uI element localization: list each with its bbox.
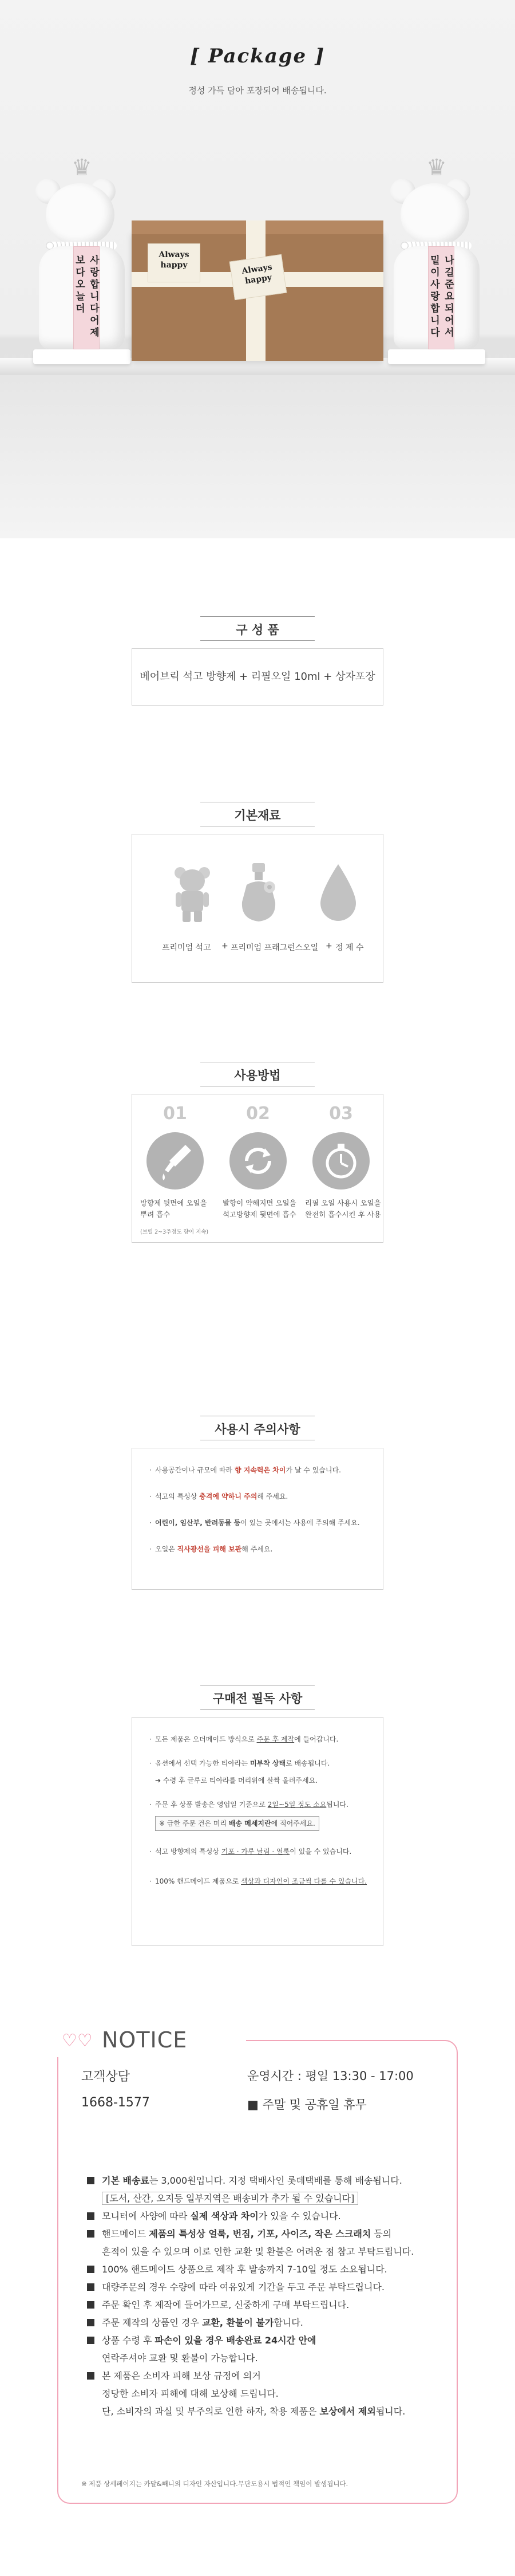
composition-title: 구 성 품 xyxy=(236,623,279,637)
urgent-order-box xyxy=(155,1816,319,1831)
notice-text: 핸드메이드 xyxy=(102,2228,149,2239)
notice-text: 됩니다. xyxy=(375,2406,406,2417)
notice-bold: 파손이 있을 경우 배송완료 24시간 안에 xyxy=(154,2335,316,2346)
caution-title: 사용시 주의사항 xyxy=(215,1423,300,1436)
composition-rule xyxy=(200,640,315,641)
notice-title: NOTICE xyxy=(102,2027,188,2053)
before-buy-text: 에 들어갑니다. xyxy=(294,1735,339,1743)
before-buy-item xyxy=(155,1734,367,1758)
before-buy-item xyxy=(155,1876,367,1893)
before-buy-underline: 기포 · 가루 날림 · 얼룩 xyxy=(221,1848,290,1856)
notice-bold: 보상에서 제외 xyxy=(319,2406,376,2417)
caution-highlight: 직사광선을 피해 보관 xyxy=(177,1545,242,1553)
before-buy-item xyxy=(155,1846,367,1876)
caution-box xyxy=(132,1448,383,1590)
stopwatch-icon xyxy=(312,1132,370,1189)
notice-item: 100% 핸드메이드 상품으로 제작 후 발송까지 7-10일 정도 소요됩니다. xyxy=(87,2260,442,2278)
step-1-line2: 뿌려 흡수 xyxy=(140,1210,171,1219)
before-buy-text: 로 배송됩니다. xyxy=(286,1759,330,1767)
caution-text: 이 있는 곳에서는 사용에 주의해 주세요. xyxy=(240,1519,360,1527)
caution-highlight: 어린이, 임산부, 반려동물 등 xyxy=(155,1519,241,1527)
notice-text: 상품 수령 후 xyxy=(102,2335,155,2346)
caution-text: 석고의 특성상 xyxy=(155,1492,200,1500)
plus-sign: + xyxy=(221,942,228,951)
notice-item: 주문 확인 후 제작에 들어가므로, 신중하게 구매 부탁드립니다. xyxy=(87,2296,442,2314)
usage-box xyxy=(132,1094,383,1243)
notice-bold: 교환, 환불이 불가 xyxy=(201,2317,274,2328)
before-buy-underline: 색상과 디자인이 조금씩 다를 수 있습니다. xyxy=(241,1877,367,1885)
holiday-notice: ■ 주말 및 공휴일 휴무 xyxy=(247,2098,367,2112)
step-3-line1: 리필 오일 사용시 오일을 xyxy=(305,1199,381,1207)
water-drop-icon xyxy=(318,863,358,923)
before-buy-list xyxy=(155,1734,367,1893)
notice-item xyxy=(87,2314,442,2331)
notice-item: 연락주셔야 교환 및 환불이 가능합니다. xyxy=(102,2353,258,2364)
notice-list xyxy=(87,2172,442,2420)
before-buy-subitem: ➔ 수령 후 글루로 티아라를 머리위에 살짝 올려주세요. xyxy=(155,1777,318,1785)
shelf-front xyxy=(0,375,515,538)
step-number: 02 xyxy=(246,1104,270,1124)
caution-text: 오일은 xyxy=(155,1545,177,1553)
composition-rule xyxy=(200,616,315,617)
before-buy-text: 이 있을 수 있습니다. xyxy=(290,1848,352,1856)
step-2-line1: 발향이 약해지면 오일을 xyxy=(223,1199,296,1207)
notice-panel xyxy=(57,2040,458,2504)
step-1-note: (브릴 2~3주정도 향이 지속) xyxy=(140,1229,209,1235)
notice-item xyxy=(87,2402,442,2420)
before-buy-box xyxy=(132,1717,383,1946)
right-sash-text: 나길준요되어서밑이사랑합니다 xyxy=(428,255,454,339)
before-buy-urgent xyxy=(155,1816,367,1846)
package-subtitle: 정성 가득 담아 포장되어 배송됩니다. xyxy=(188,85,327,96)
notice-item: 정당한 소비자 피해에 대해 보상해 드립니다. xyxy=(102,2388,279,2399)
step-number: 01 xyxy=(163,1104,187,1124)
before-buy-bold: 배송 메세지란 xyxy=(228,1819,271,1827)
notice-text: 합니다. xyxy=(274,2317,303,2328)
step-3-line2: 완전히 흡수시킨 후 사용 xyxy=(305,1210,381,1219)
before-buy-underline: 2일~5일 정도 소요 xyxy=(267,1801,327,1809)
step-1-line1: 방향제 뒷면에 오일을 xyxy=(140,1199,207,1207)
caution-item xyxy=(155,1464,360,1491)
notice-text: 모니터에 사양에 따라 xyxy=(102,2211,191,2221)
material-label-oil: 프리미엄 프래그런스오일 xyxy=(231,943,319,952)
caution-item xyxy=(155,1491,360,1517)
step-3-text xyxy=(305,1198,381,1220)
notice-item: 대량주문의 경우 수량에 따라 여유있게 기간을 두고 주문 부탁드립니다. xyxy=(87,2278,442,2296)
caution-text: 해 주세요. xyxy=(241,1545,273,1553)
before-buy-text: 석고 방향제의 특성상 xyxy=(155,1848,221,1856)
composition-box xyxy=(132,648,383,706)
materials-box xyxy=(132,834,383,983)
caution-item xyxy=(155,1517,360,1543)
notice-item xyxy=(87,2172,442,2189)
refresh-icon xyxy=(229,1132,287,1189)
left-sash xyxy=(73,246,100,349)
left-sash-text: 사랑합니다어제보다오늘더 xyxy=(73,255,99,339)
before-buy-text: 됩니다. xyxy=(326,1801,348,1809)
notice-header xyxy=(57,2027,246,2057)
caution-text: 가 날 수 있습니다. xyxy=(286,1466,341,1474)
material-label-water: 정 제 수 xyxy=(335,943,364,952)
package-title: [ Package ] xyxy=(189,45,326,68)
business-hours: 운영시간 : 평일 13:30 - 17:00 xyxy=(247,2069,414,2083)
dropper-icon xyxy=(146,1132,204,1189)
before-buy-bold: 미부착 상태 xyxy=(249,1759,286,1767)
plus-sign: + xyxy=(326,942,332,951)
before-buy-item xyxy=(155,1758,367,1775)
notice-text: [도서, 산간, 오지등 일부지역은 배송비가 추가 될 수 있습니다] xyxy=(102,2192,358,2205)
copyright-note: ※ 제품 상세페이지는 카달&빼니의 디자인 자산입니다.무단도용시 법적인 책임이 발생됩니다. xyxy=(81,2480,348,2488)
perfume-bottle-icon xyxy=(235,862,287,925)
before-buy-text: 주문 후 상품 발송은 영업일 기준으로 xyxy=(155,1801,268,1809)
notice-text: 는 3,000원입니다. 지정 택배사인 롯데택배를 통해 배송됩니다. xyxy=(149,2175,402,2186)
left-bear-figure xyxy=(23,155,137,367)
composition-content: 베어브릭 석고 방향제 + 리필오일 10ml + 상자포장 xyxy=(140,671,375,683)
package-hero xyxy=(0,0,515,538)
notice-text: 단, 소비자의 과실 및 부주의로 인한 하자, 착용 제품은 xyxy=(102,2406,320,2417)
right-sash xyxy=(428,246,454,349)
notice-bold: 실제 색상과 차이 xyxy=(190,2211,259,2221)
before-buy-title: 구매전 필독 사항 xyxy=(212,1692,303,1705)
notice-item xyxy=(87,2189,442,2207)
step-number: 03 xyxy=(329,1104,353,1124)
notice-bold: 기본 배송료 xyxy=(102,2175,149,2186)
box-tag: Always happy xyxy=(148,243,200,282)
caution-list xyxy=(155,1464,360,1570)
before-buy-text: ※ 급한 주문 건은 미리 xyxy=(159,1819,229,1827)
bear-base xyxy=(388,349,485,364)
before-buy-text: 옵션에서 선택 가능한 티아라는 xyxy=(155,1759,250,1767)
before-buy-text: 100% 핸드메이드 제품으로 xyxy=(155,1877,241,1885)
hearts-icon: ♡♡ xyxy=(62,2031,93,2051)
step-2-line2: 석고방향제 뒷면에 흡수 xyxy=(223,1210,296,1219)
bear-icon xyxy=(173,866,211,923)
notice-item: 흔적이 있을 수 있으며 이로 인한 교환 및 환불은 어려운 점 참고 부탁드립니다. xyxy=(102,2246,414,2257)
caution-highlight: 향 지속력은 차이 xyxy=(234,1466,286,1474)
caution-item xyxy=(155,1543,360,1570)
notice-item xyxy=(87,2225,442,2243)
crown-icon: ♛ xyxy=(426,155,447,181)
before-buy-underline: 주문 후 제작 xyxy=(256,1735,295,1743)
usage-title: 사용방법 xyxy=(234,1069,281,1082)
notice-item xyxy=(87,2207,442,2225)
before-buy-rule xyxy=(200,1709,315,1710)
bear-head xyxy=(46,183,114,246)
before-buy-item xyxy=(155,1799,367,1816)
notice-bold: 제품의 특성상 얼룩, 번짐, 기포, 사이즈, 작은 스크래치 xyxy=(149,2228,371,2239)
materials-title: 기본재료 xyxy=(234,809,281,822)
notice-item xyxy=(87,2331,442,2349)
bear-head xyxy=(401,183,469,246)
box-tag: Always happy xyxy=(229,254,287,300)
crown-icon: ♛ xyxy=(72,155,92,181)
step-1-text xyxy=(140,1198,207,1220)
notice-text: 주문 제작의 상품인 경우 xyxy=(102,2317,202,2328)
bear-base xyxy=(33,349,130,364)
material-label-gypsum: 프리미엄 석고 xyxy=(162,943,211,952)
caution-text: 해 주세요. xyxy=(257,1492,288,1500)
before-buy-text: 모든 제품은 오더메이드 방식으로 xyxy=(155,1735,257,1743)
notice-text: 가 있을 수 있습니다. xyxy=(258,2211,341,2221)
right-bear-figure xyxy=(378,155,492,367)
caution-highlight: 충격에 약하니 주의 xyxy=(199,1492,258,1500)
cs-phone: 1668-1577 xyxy=(81,2096,150,2110)
caution-text: 사용공간이나 규모에 따라 xyxy=(155,1466,235,1474)
notice-item: 본 제품은 소비자 피해 보상 규정에 의거 xyxy=(87,2367,442,2385)
notice-text: 등의 xyxy=(371,2228,392,2239)
before-buy-text: 에 적어주세요. xyxy=(271,1819,315,1827)
step-2-text xyxy=(223,1198,296,1220)
gift-box xyxy=(132,232,383,361)
cs-label: 고객상담 xyxy=(81,2070,130,2084)
